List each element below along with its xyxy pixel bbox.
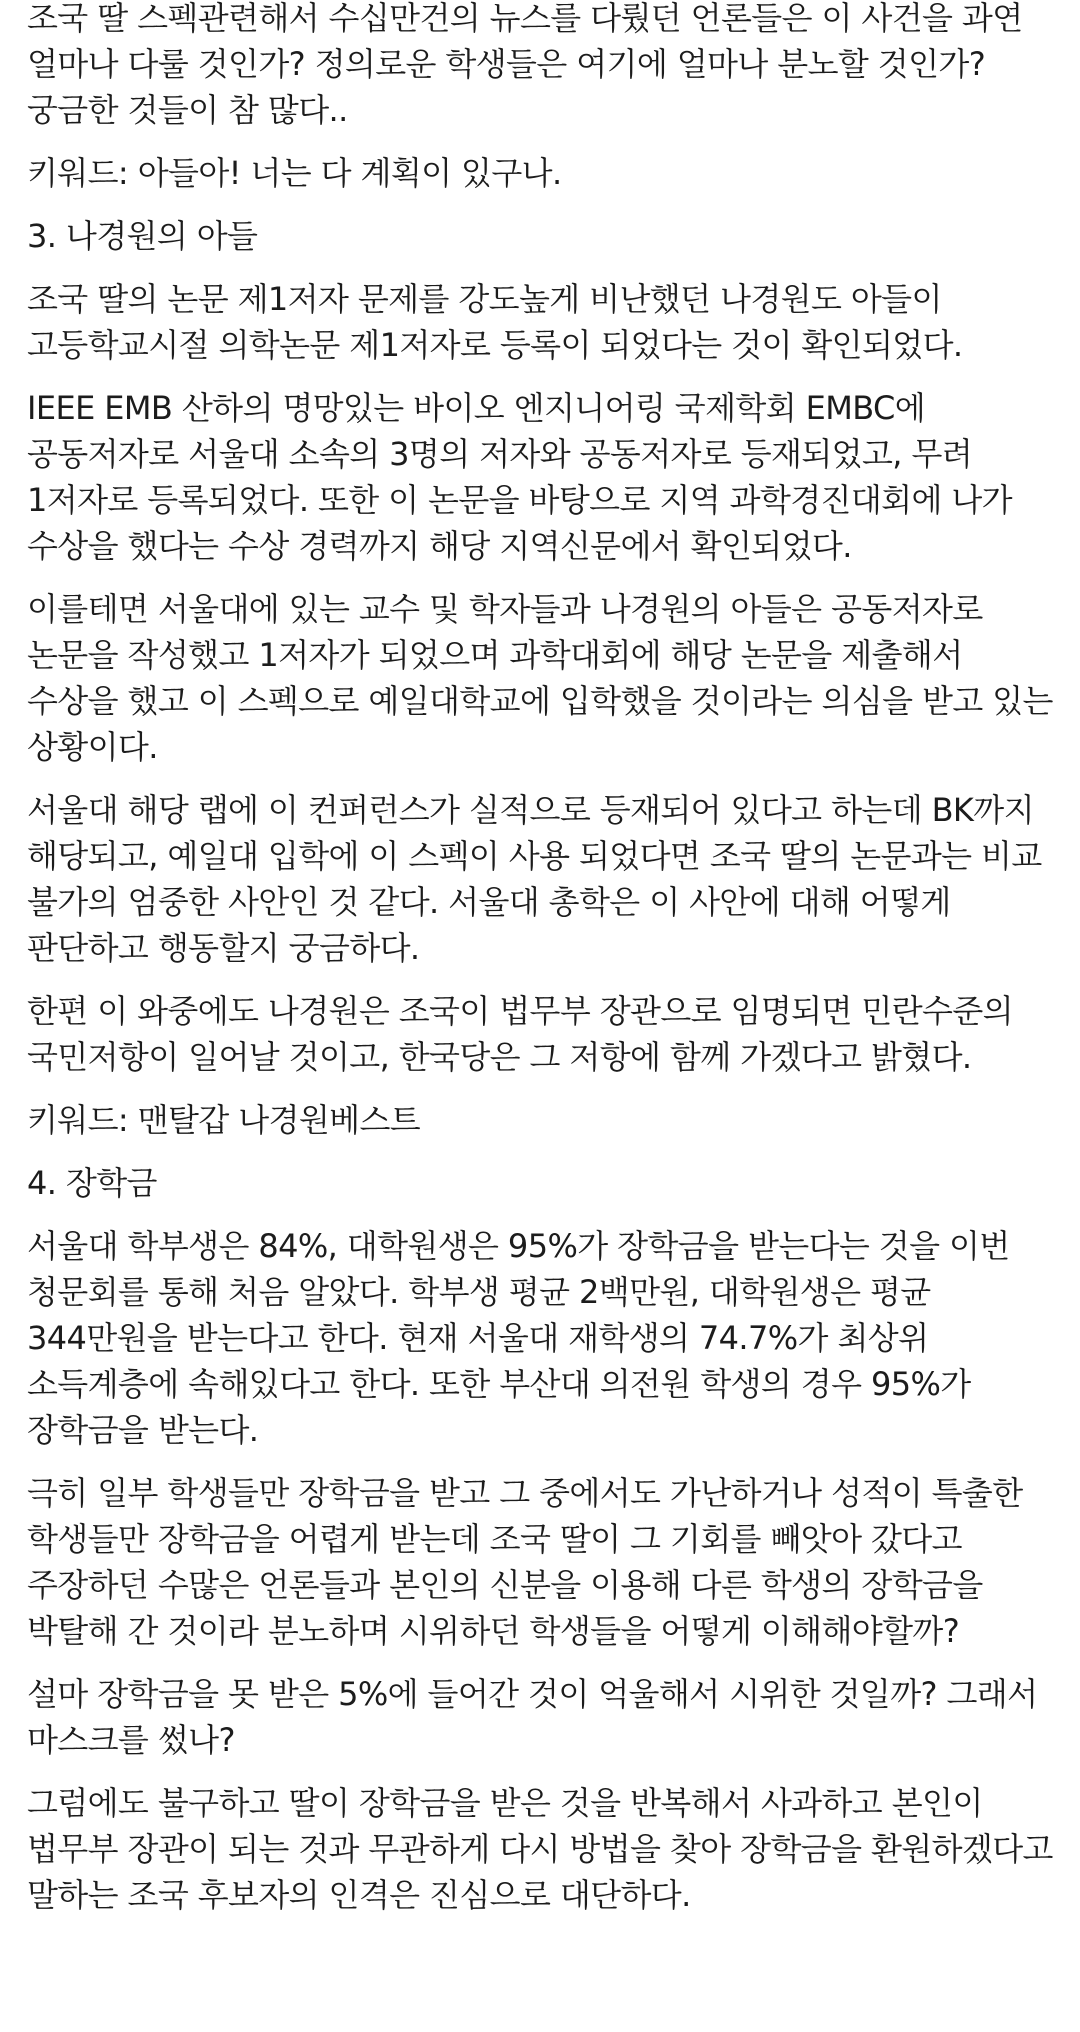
section-heading-scholarship: 4. 장학금 [27,1164,157,1202]
paragraph-media-question: 조국 딸 스펙관련해서 수십만건의 뉴스를 다뤘던 언론들은 이 사건을 과연 얼마나 다룰 것인가? 정의로운 학생들은 여기에 얼마나 분노할 것인가? 궁금한 것들이 참 많다.. [27,0,1023,129]
paragraph-embc-conference: IEEE EMB 산하의 명망있는 바이오 엔지니어링 국제학회 EMBC에 공동저자로 서울대 소속의 3명의 저자와 공동저자로 등재되었고, 무려 1저자로 등록되었다. 또한 이 논문을 바탕으로 지역 과학경진대회에 나가 수상을 했다는 수상 경력까지 해당 지역신문에서 확인되었다. [27,389,1012,565]
keyword-line-mental: 키워드: 맨탈갑 나경원베스트 [27,1101,421,1139]
paragraph-scholarship-protest: 극히 일부 학생들만 장학금을 받고 그 중에서도 가난하거나 성적이 특출한 학생들만 장학금을 어렵게 받는데 조국 딸이 그 기회를 빼앗아 갔다고 주장하던 수많은 언론들과 본인의 신분을 이용해 다른 학생의 장학금을 박탈해 간 것이라 분노하며 시위하던 학생들을 어떻게 이해해야할까? [27,1474,1023,1650]
paragraph-scholarship-stats: 서울대 학부생은 84%, 대학원생은 95%가 장학금을 받는다는 것을 이번 청문회를 통해 처음 알았다. 학부생 평균 2백만원, 대학원생은 평균 344만원을 받는다고 한다. 현재 서울대 재학생의 74.7%가 최상위 소득계층에 속해있다고 한다. 또한 부산대 의전원 학생의 경우 95%가 장학금을 받는다. [27,1227,1010,1449]
section-heading-na-son: 3. 나경원의 아들 [27,217,258,255]
paragraph-suspicion: 이를테면 서울대에 있는 교수 및 학자들과 나경원의 아들은 공동저자로 논문을 작성했고 1저자가 되었으며 과학대회에 해당 논문을 제출해서 수상을 했고 이 스펙으로 예일대학교에 입학했을 것이라는 의심을 받고 있는 상황이다. [27,590,1053,766]
paragraph-mask-question: 설마 장학금을 못 받은 5%에 들어간 것이 억울해서 시위한 것일까? 그래서 마스크를 썼나? [27,1675,1038,1759]
paragraph-first-author: 조국 딸의 논문 제1저자 문제를 강도높게 비난했던 나경원도 아들이 고등학교시절 의학논문 제1저자로 등록이 되었다는 것이 확인되었다. [27,280,963,364]
paragraph-public-resistance: 한편 이 와중에도 나경원은 조국이 법무부 장관으로 임명되면 민란수준의 국민저항이 일어날 것이고, 한국당은 그 저항에 함께 가겠다고 밝혔다. [27,992,1013,1076]
paragraph-apology: 그럼에도 불구하고 딸이 장학금을 받은 것을 반복해서 사과하고 본인이 법무부 장관이 되는 것과 무관하게 다시 방법을 찾아 장학금을 환원하겠다고 말하는 조국 후보자의 인격은 진심으로 대단하다. [27,1784,1053,1914]
keyword-line-son-plan: 키워드: 아들아! 너는 다 계획이 있구나. [27,154,562,192]
paragraph-snu-lab: 서울대 해당 랩에 이 컨퍼런스가 실적으로 등재되어 있다고 하는데 BK까지 해당되고, 예일대 입학에 이 스펙이 사용 되었다면 조국 딸의 논문과는 비교 불가의 엄중한 사안인 것 같다. 서울대 총학은 이 사안에 대해 어떻게 판단하고 행동할지 궁금하다. [27,791,1042,967]
